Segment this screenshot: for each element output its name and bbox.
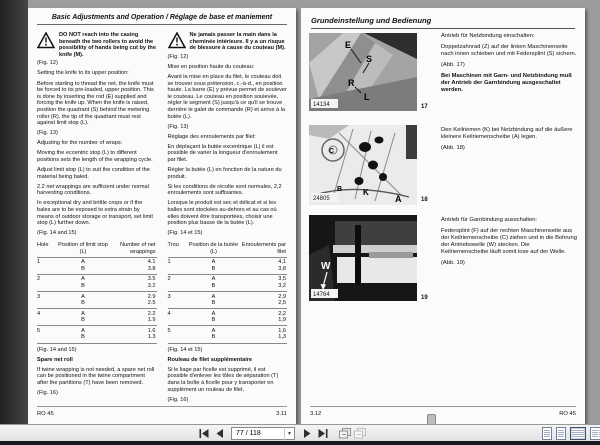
figure-number: 19 xyxy=(421,295,428,301)
fig-ref: (Fig. 16) xyxy=(37,390,58,397)
section-heading: Adjusting for the number of wraps: xyxy=(37,140,123,147)
last-page-button[interactable] xyxy=(316,427,329,440)
paragraph: Den Keilriemen (K) bei Netzbindung auf die äußere kleinere Keilriemenscheibe (A) legen. xyxy=(441,127,573,140)
column-french xyxy=(168,32,288,407)
table-header xyxy=(168,240,288,257)
two-up-layout-icon[interactable] xyxy=(570,427,586,440)
paragraph: Si les conditions de récolte sont normales, 2,2 enroulements sont suffisantes. xyxy=(167,183,282,197)
table-row: 4 A B 2.2 1.9 xyxy=(37,309,157,326)
paragraph: If twine wrapping is not needed, a spare net roll can be positioned in the twine compartment after the partitions (T) have been removed. xyxy=(37,366,155,386)
paragraph: Before starting to thread the net, the knife must be forced to its pre-loaded, upper position. This is done by inserting the rod (E) supplied and forcing the knife up. When the knife is raised, position the quadrant (S) behind the metering roller (R), the tip of the quadrant must rest against limit stop (L). xyxy=(37,80,154,127)
warning-text: DO NOT reach into the casing beneath the two rollers to avoid the possibility of hands being cut by the knife (M). xyxy=(59,32,156,58)
bottom-toolbar xyxy=(0,424,600,441)
warning-triangle-icon xyxy=(37,32,55,58)
photo-id-tag: 14134 xyxy=(313,102,330,108)
warning-triangle-icon xyxy=(168,32,186,52)
title-rule xyxy=(311,28,575,29)
german-text-block-3 xyxy=(441,217,577,271)
window-bottom-edge xyxy=(0,441,600,445)
viewer-left-background xyxy=(0,0,28,424)
table-row: 1 A B 4,1 3,8 xyxy=(168,258,288,275)
table-row: 3 A B 2.9 2.5 xyxy=(37,292,157,309)
table-row: 4 A B 2,2 1,9 xyxy=(168,309,288,326)
paragraph: Si le liage par ficelle est supprimé, il est possible d'enlever les tôles de séparation (T) dans la boîte à ficelle pour y transporter en supplément un rouleau de filet. xyxy=(167,366,279,393)
figure-19-photo xyxy=(309,215,417,301)
fig-ref: (Fig. 12) xyxy=(37,60,58,67)
paragraph: Moving the eccentric stop (L) to different positions sets the length of the wrapping cycle. xyxy=(37,150,153,163)
paragraph: Doppelzahnrad (Z) auf der linken Maschinenseite nach innen schieben und mit Federsplint (S) sichern. xyxy=(441,43,577,57)
th-hole: Hole xyxy=(37,241,49,248)
first-page-icon xyxy=(199,429,209,438)
german-text-block-1 xyxy=(441,33,577,98)
figure-number: 17 xyxy=(421,104,428,110)
page-footer xyxy=(37,406,287,417)
previous-view-icon xyxy=(339,428,351,439)
photo-label: S xyxy=(366,54,373,64)
paragraph: Adjust limit stop (L) to suit the condition of the material being baled. xyxy=(37,167,150,180)
first-page-button[interactable] xyxy=(197,427,210,440)
page-number-box xyxy=(231,427,295,440)
page-navigation xyxy=(197,426,366,441)
paragraph: In exceptional dry and brittle crops or if the bales are to be exposed to extra strain by means of outdoor storage or transport, set limit stop (L) further down. xyxy=(37,200,153,227)
photo-label: C xyxy=(329,148,335,155)
section-heading: Rouleau de filet supplémentaire xyxy=(167,356,253,363)
fig-ref: (Fig. 14 and 15) xyxy=(37,230,77,237)
photo-label: L xyxy=(364,92,370,102)
warning-block-en xyxy=(37,32,157,58)
fig-ref: (Fig. 14 and 15) xyxy=(37,346,77,353)
figure-number: 18 xyxy=(421,197,428,203)
figure-18-drawing xyxy=(309,125,417,205)
th-position: Position de la butée (L) xyxy=(188,241,239,255)
photo-label: W xyxy=(321,261,331,272)
paragraph: 2.2 net wrappings are sufficient under normal harvesting conditions. xyxy=(37,183,149,197)
warning-block-fr xyxy=(168,32,288,52)
table-row: 2 A B 3.5 3.2 xyxy=(37,275,157,292)
photo-label: B xyxy=(337,186,343,193)
previous-page-icon xyxy=(216,429,224,438)
document-page-right xyxy=(301,8,585,424)
fig-ref: (Fig. 16) xyxy=(167,396,189,403)
page-dropdown-icon[interactable]: ▼ xyxy=(284,427,294,440)
footer-model: RO 45 xyxy=(559,411,576,417)
paragraph: Federsplint (F) auf der rechten Maschinenseite aus der Keilriemenscheibe (C) ziehen und in die Bohrung der Antriebswelle (W) stecken. Die Keilriemenscheibe läuft somit lose auf der Welle. xyxy=(441,227,577,255)
previous-page-button[interactable] xyxy=(213,427,226,440)
two-up-continuous-layout-icon[interactable] xyxy=(590,427,600,440)
fig-ref: (Fig. 13) xyxy=(167,123,189,130)
page-title: Grundeinstellung und Bedienung xyxy=(311,16,432,25)
paragraph: En déplaçant la butée excentrique (L) il est possible de varier la longueur d'enroulement par filet. xyxy=(167,143,278,163)
photo-label: R xyxy=(348,78,355,88)
th-number: Number of net wrappings xyxy=(120,241,156,255)
page-layout-controls xyxy=(542,427,600,440)
section-heading: Spare net roll xyxy=(37,356,73,363)
fig-ref: (Abb. 17) xyxy=(441,61,465,68)
toolbar-drag-handle[interactable] xyxy=(427,414,436,424)
table-row: 1 A B 4.1 3.8 xyxy=(37,258,157,275)
page-number-input[interactable] xyxy=(232,429,284,439)
fig-ref: (Fig. 14 et 15) xyxy=(167,346,203,353)
title-rule xyxy=(37,24,287,25)
table-row: 5 A B 1,6 1,3 xyxy=(168,326,288,343)
previous-view-button[interactable] xyxy=(338,427,351,440)
th-hole: Trou xyxy=(167,241,179,248)
german-text-block-2 xyxy=(441,127,577,156)
fig-ref: (Abb. 18) xyxy=(441,144,465,151)
paragraph: Lorsque le produit est sec et délicat et si les balles sont stockées au-dehors et au cas où elles doivent être transportées, choisir une position plus basse de la butée (L). xyxy=(167,200,277,227)
footer-page-number: 3.11 xyxy=(276,411,287,417)
warning-text: Ne jamais passer la main dans la cheminée intérieure. Il y a un risque de blessure à cause du couteau (M). xyxy=(189,32,286,52)
figure-17-photo xyxy=(309,33,417,111)
footer-rule xyxy=(37,406,287,407)
section-heading: Antrieb für Netzbindung einschalten: xyxy=(441,33,535,39)
paragraph: Régler la butée (L) en fonction de la nature du produit. xyxy=(167,167,282,180)
wrap-table-fr xyxy=(168,240,288,343)
footer-model: RO 45 xyxy=(37,411,54,417)
wrap-table-en xyxy=(37,240,157,343)
page-title: Basic Adjustments and Operation / Réglage de base et maniement xyxy=(51,14,273,21)
photo-label: K xyxy=(363,188,369,197)
photo-id-tag: 14764 xyxy=(313,292,330,298)
photo-id-tag: 24805 xyxy=(313,196,330,202)
table-row: 5 A B 1.6 1.3 xyxy=(37,326,157,343)
document-page-left xyxy=(28,8,296,424)
view-history-group xyxy=(338,427,366,440)
fig-ref: (Abb. 19) xyxy=(441,259,465,266)
single-page-layout-icon[interactable] xyxy=(542,427,552,440)
paragraph-bold: Bei Maschinen mit Garn- und Netzbindung muß der Antrieb der Garnbindung ausgeschaltet werden. xyxy=(441,72,572,93)
column-english xyxy=(37,32,157,407)
table-header xyxy=(37,240,157,257)
footer-page-number: 3.12 xyxy=(310,411,322,417)
section-heading: Antrieb für Garnbindung ausschalten: xyxy=(441,217,538,223)
photo-label: A xyxy=(395,194,402,204)
section-heading: Setting the knife to its upper position: xyxy=(37,70,129,77)
next-view-icon xyxy=(354,428,366,439)
th-number: Enroulements par filet xyxy=(241,241,286,255)
th-position: Position of limit stop (L) xyxy=(58,241,108,255)
section-heading: Réglage des enroulements par filet: xyxy=(167,133,256,140)
table-row: 3 A B 2,9 2,5 xyxy=(168,292,288,309)
continuous-layout-icon[interactable] xyxy=(556,427,566,440)
fig-ref: (Fig. 14 et 15) xyxy=(167,230,203,237)
page-footer xyxy=(310,406,576,417)
fig-ref: (Fig. 12) xyxy=(167,53,189,60)
footer-rule xyxy=(310,406,576,407)
next-page-button[interactable] xyxy=(300,427,313,440)
next-page-icon xyxy=(303,429,311,438)
photo-label: E xyxy=(345,40,352,50)
next-view-button[interactable] xyxy=(353,427,366,440)
paragraph: Avant la mise en place du filet, le couteau doit se trouver sous prétension, c.-à-d., en position haute. La barre (E) y prévue permet de soulever le couteau. Le couteau en position soulevée, régler le segment (S) jusqu'à ce qu'il se trouve derrière le galet de commande (R) et arrive à la butée (L). xyxy=(167,73,287,120)
fig-ref: (Fig. 13) xyxy=(37,130,58,137)
last-page-icon xyxy=(318,429,328,438)
table-row: 2 A B 3,5 3,2 xyxy=(168,275,288,292)
section-heading: Mise en position haute du couteau: xyxy=(167,63,255,70)
